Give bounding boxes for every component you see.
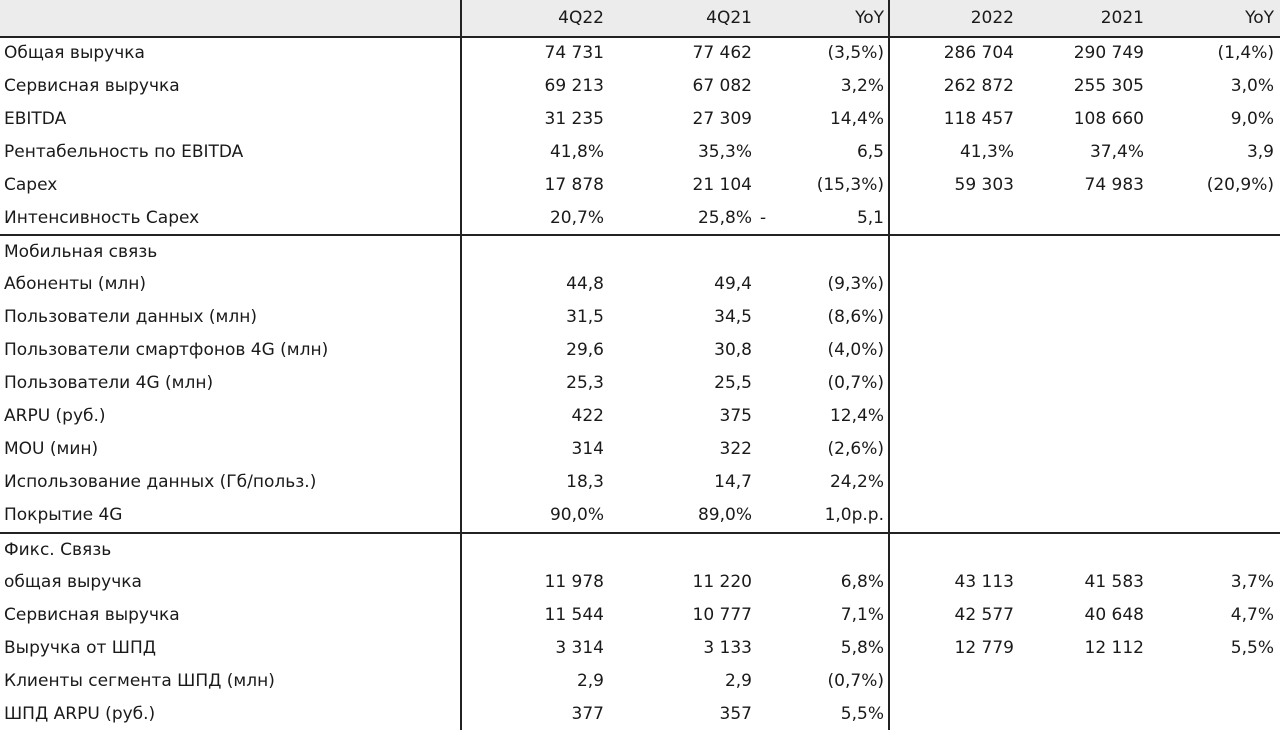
- value-4q22: 314: [571, 439, 604, 459]
- value-yoy-quarter: 3,2%: [840, 76, 884, 96]
- value-4q22: 90,0%: [549, 505, 604, 525]
- row-label: Общая выручка: [4, 43, 145, 63]
- value-4q21: 25,8%: [697, 208, 752, 228]
- value-4q22: 69 213: [544, 76, 604, 96]
- value-yoy-quarter: 24,2%: [829, 472, 884, 492]
- value-4q21: 27 309: [692, 109, 752, 129]
- value-yoy-quarter: (3,5%): [827, 43, 884, 63]
- value-yoy-quarter: 5,1: [856, 208, 884, 228]
- value-yoy-year: 5,5%: [1230, 638, 1274, 658]
- value-yoy-quarter: (0,7%): [827, 373, 884, 393]
- row-label: Мобильная связь: [4, 242, 158, 262]
- divider-mobile-section: [0, 234, 1280, 236]
- row-label: Пользователи смартфонов 4G (млн): [4, 340, 329, 360]
- value-4q21: 2,9: [724, 671, 752, 691]
- table-row: [0, 103, 1280, 136]
- value-2022: 118 457: [943, 109, 1014, 129]
- value-yoy-quarter: 12,4%: [829, 406, 884, 426]
- value-yoy-quarter: 6,8%: [840, 572, 884, 592]
- value-2021: 290 749: [1073, 43, 1144, 63]
- table-row: [0, 334, 1280, 367]
- dash-mark: -: [760, 208, 767, 228]
- value-4q21: 21 104: [692, 175, 752, 195]
- value-4q22: 18,3: [566, 472, 604, 492]
- table-row: [0, 136, 1280, 169]
- row-label: ARPU (руб.): [4, 406, 106, 426]
- value-yoy-year: 9,0%: [1230, 109, 1274, 129]
- divider-fixed-section: [0, 532, 1280, 534]
- value-yoy-year: 3,9: [1246, 142, 1274, 162]
- value-yoy-year: 4,7%: [1230, 605, 1274, 625]
- table-row: [0, 534, 1280, 567]
- value-4q22: 422: [571, 406, 604, 426]
- value-4q21: 89,0%: [697, 505, 752, 525]
- value-yoy-quarter: 5,8%: [840, 638, 884, 658]
- value-2022: 59 303: [954, 175, 1014, 195]
- divider-label-column: [460, 0, 462, 730]
- table-row: [0, 70, 1280, 103]
- value-yoy-quarter: (0,7%): [827, 671, 884, 691]
- divider-header: [0, 36, 1280, 38]
- value-4q21: 3 133: [703, 638, 752, 658]
- value-4q22: 20,7%: [549, 208, 604, 228]
- table-row: [0, 169, 1280, 202]
- value-yoy-quarter: (15,3%): [816, 175, 884, 195]
- value-4q22: 11 978: [544, 572, 604, 592]
- row-label: Использование данных (Гб/польз.): [4, 472, 317, 492]
- value-2021: 12 112: [1084, 638, 1144, 658]
- table-row: [0, 466, 1280, 499]
- value-yoy-year: 3,0%: [1230, 76, 1274, 96]
- value-2021: 41 583: [1084, 572, 1144, 592]
- row-label: Capex: [4, 175, 58, 195]
- value-4q22: 17 878: [544, 175, 604, 195]
- value-2022: 43 113: [954, 572, 1014, 592]
- table-row: [0, 665, 1280, 698]
- value-2021: 37,4%: [1089, 142, 1144, 162]
- row-label: Выручка от ШПД: [4, 638, 157, 658]
- value-2021: 40 648: [1084, 605, 1144, 625]
- value-4q22: 44,8: [566, 274, 604, 294]
- row-label: ШПД ARPU (руб.): [4, 704, 156, 724]
- row-label: Рентабельность по EBITDA: [4, 142, 244, 162]
- table-row: [0, 400, 1280, 433]
- value-4q21: 357: [719, 704, 752, 724]
- value-4q21: 14,7: [714, 472, 752, 492]
- row-label: общая выручка: [4, 572, 142, 592]
- value-yoy-quarter: 1,0p.p.: [824, 505, 884, 525]
- table-row: [0, 698, 1280, 731]
- value-4q22: 3 314: [555, 638, 604, 658]
- table-row: [0, 37, 1280, 70]
- column-header-yoy-year: YoY: [1245, 8, 1274, 28]
- value-4q22: 11 544: [544, 605, 604, 625]
- value-yoy-quarter: (2,6%): [827, 439, 884, 459]
- value-4q22: 74 731: [544, 43, 604, 63]
- column-header-2021: 2021: [1100, 8, 1144, 28]
- divider-annual-columns: [888, 0, 890, 730]
- table-row: [0, 632, 1280, 665]
- value-2021: 255 305: [1073, 76, 1144, 96]
- value-yoy-year: (1,4%): [1217, 43, 1274, 63]
- table-row: [0, 236, 1280, 269]
- value-4q21: 49,4: [714, 274, 752, 294]
- table-header-row: [0, 0, 1280, 33]
- value-4q21: 77 462: [692, 43, 752, 63]
- table-row: [0, 268, 1280, 301]
- table-row: [0, 202, 1280, 235]
- table-row: [0, 301, 1280, 334]
- column-header-2022: 2022: [970, 8, 1014, 28]
- row-label: Покрытие 4G: [4, 505, 123, 525]
- value-yoy-quarter: 7,1%: [840, 605, 884, 625]
- value-4q21: 10 777: [692, 605, 752, 625]
- value-2022: 12 779: [954, 638, 1014, 658]
- value-2021: 74 983: [1084, 175, 1144, 195]
- value-2022: 42 577: [954, 605, 1014, 625]
- value-4q22: 2,9: [576, 671, 604, 691]
- value-yoy-quarter: 14,4%: [829, 109, 884, 129]
- value-yoy-quarter: (4,0%): [827, 340, 884, 360]
- table-row: [0, 566, 1280, 599]
- table-row: [0, 599, 1280, 632]
- table-row: [0, 433, 1280, 466]
- value-yoy-quarter: (9,3%): [827, 274, 884, 294]
- value-4q22: 41,8%: [549, 142, 604, 162]
- row-label: Пользователи данных (млн): [4, 307, 257, 327]
- table-row: [0, 367, 1280, 400]
- row-label: Клиенты сегмента ШПД (млн): [4, 671, 275, 691]
- row-label: Сервисная выручка: [4, 76, 180, 96]
- value-4q21: 35,3%: [697, 142, 752, 162]
- value-yoy-year: (20,9%): [1206, 175, 1274, 195]
- value-2022: 262 872: [943, 76, 1014, 96]
- value-4q22: 25,3: [566, 373, 604, 393]
- column-header-4q21: 4Q21: [706, 8, 752, 28]
- row-label: Интенсивность Capex: [4, 208, 200, 228]
- value-4q21: 11 220: [692, 572, 752, 592]
- value-yoy-year: 3,7%: [1230, 572, 1274, 592]
- value-2021: 108 660: [1073, 109, 1144, 129]
- value-4q22: 377: [571, 704, 604, 724]
- value-4q21: 322: [719, 439, 752, 459]
- value-4q22: 31 235: [544, 109, 604, 129]
- row-label: Фикс. Связь: [4, 540, 112, 560]
- column-header-yoy-quarter: YoY: [855, 8, 884, 28]
- value-2022: 41,3%: [959, 142, 1014, 162]
- row-label: Сервисная выручка: [4, 605, 180, 625]
- value-2022: 286 704: [943, 43, 1014, 63]
- value-4q22: 29,6: [566, 340, 604, 360]
- value-4q21: 30,8: [714, 340, 752, 360]
- row-label: EBITDA: [4, 109, 67, 129]
- value-4q21: 25,5: [714, 373, 752, 393]
- row-label: MOU (мин): [4, 439, 99, 459]
- table-row: [0, 499, 1280, 532]
- value-4q22: 31,5: [566, 307, 604, 327]
- value-yoy-quarter: 6,5: [856, 142, 884, 162]
- value-4q21: 34,5: [714, 307, 752, 327]
- column-header-4q22: 4Q22: [558, 8, 604, 28]
- row-label: Абоненты (млн): [4, 274, 147, 294]
- value-4q21: 375: [719, 406, 752, 426]
- value-yoy-quarter: (8,6%): [827, 307, 884, 327]
- value-yoy-quarter: 5,5%: [840, 704, 884, 724]
- value-4q21: 67 082: [692, 76, 752, 96]
- row-label: Пользователи 4G (млн): [4, 373, 214, 393]
